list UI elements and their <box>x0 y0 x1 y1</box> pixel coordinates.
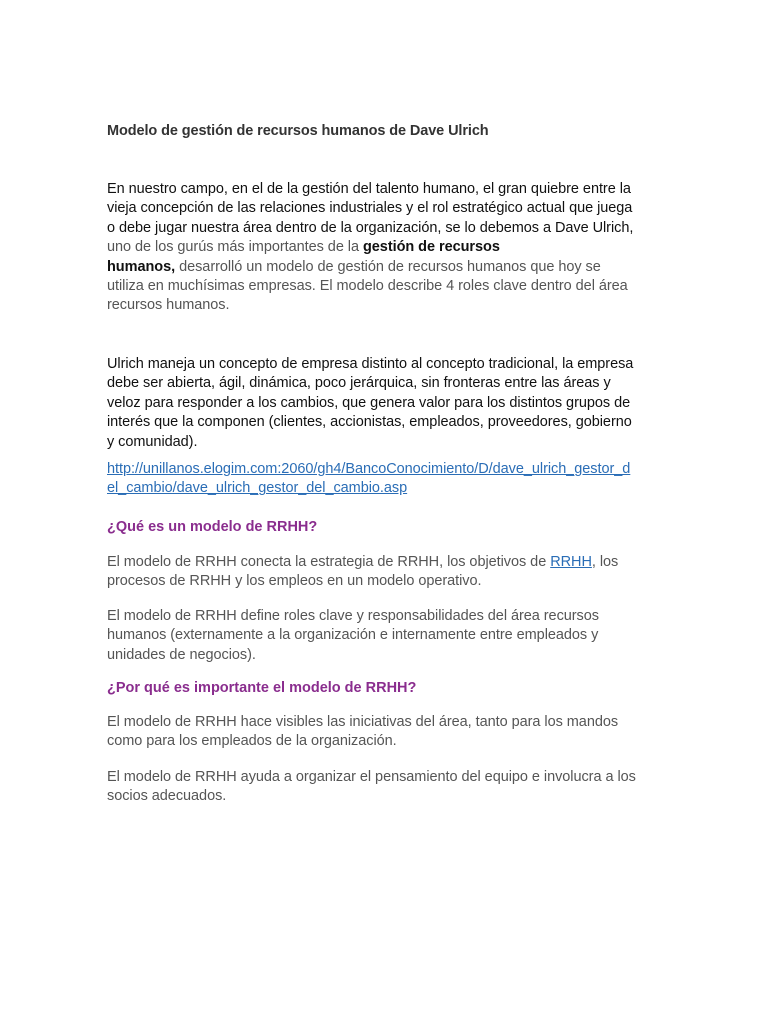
section1-p2-line-2: humanos (externamente a la organización e internamente entre empleados y <box>107 627 599 644</box>
concept-line-5: y comunidad). <box>107 433 198 450</box>
section-heading-what-is: ¿Qué es un modelo de RRHH? <box>107 519 318 535</box>
section-heading-why-important: ¿Por qué es importante el modelo de RRHH? <box>107 680 417 696</box>
section1-p1-line-2: procesos de RRHH y los empleos en un modelo operativo. <box>107 573 482 590</box>
concept-line-4: interés que la componen (clientes, accionistas, empleados, proveedores, gobierno <box>107 414 632 431</box>
concept-line-2: debe ser abierta, ágil, dinámica, poco jerárquica, sin fronteras entre las áreas y <box>107 375 611 392</box>
source-link-paragraph <box>107 460 667 499</box>
intro-line-4-start: uno de los gurús más importantes de la <box>107 239 363 256</box>
section1-p1-line-1-start: El modelo de RRHH conecta la estrategia de RRHH, los objetivos de <box>107 554 551 570</box>
rrhh-link[interactable]: RRHH <box>550 554 592 570</box>
section1-p2-line-3: unidades de negocios). <box>107 646 256 663</box>
source-link-line-1: http://unillanos.elogim.com:2060/gh4/BancoConocimiento/D/dave_ulrich_gestor_d <box>107 461 631 477</box>
source-link-line-2: el_cambio/dave_ulrich_gestor_del_cambio.asp <box>107 480 408 497</box>
intro-line-2: vieja concepción de las relaciones industriales y el rol estratégico actual que juega <box>107 200 633 217</box>
section1-paragraph-2 <box>107 607 667 665</box>
section1-p1-line-1-end: , los <box>591 554 619 570</box>
intro-paragraph <box>107 180 667 316</box>
intro-line-7: recursos humanos. <box>107 297 230 314</box>
section1-paragraph-1 <box>107 553 667 592</box>
section2-paragraph-1 <box>107 713 667 752</box>
section2-paragraph-2 <box>107 768 667 807</box>
section2-p1-line-2: como para los empleados de la organización. <box>107 733 397 750</box>
intro-line-1: En nuestro campo, en el de la gestión del talento humano, el gran quiebre entre la <box>107 181 631 197</box>
concept-paragraph <box>107 355 667 452</box>
document-title: Modelo de gestión de recursos humanos de Dave Ulrich <box>107 123 489 139</box>
intro-line-5-bold: humanos, <box>107 258 176 275</box>
intro-line-6: utiliza en muchísimas empresas. El modelo describe 4 roles clave dentro del área <box>107 278 628 295</box>
concept-line-3: veloz para responder a los cambios, que genera valor para los distintos grupos de <box>107 394 631 411</box>
section2-p1-line-1: El modelo de RRHH hace visibles las iniciativas del área, tanto para los mandos <box>107 714 619 730</box>
source-link[interactable] <box>107 461 630 496</box>
section2-p2-line-1: El modelo de RRHH ayuda a organizar el pensamiento del equipo e involucra a los <box>107 769 636 785</box>
section1-p2-line-1: El modelo de RRHH define roles clave y responsabilidades del área recursos <box>107 608 599 624</box>
concept-line-1: Ulrich maneja un concepto de empresa distinto al concepto tradicional, la empresa <box>107 356 634 372</box>
intro-line-4-bold: gestión de recursos <box>362 239 500 256</box>
intro-line-5-rest: desarrolló un modelo de gestión de recursos humanos que hoy se <box>175 258 601 275</box>
intro-line-3: o debe jugar nuestra área dentro de la organización, se lo debemos a Dave Ulrich, <box>107 219 634 236</box>
section2-p2-line-2: socios adecuados. <box>107 788 227 805</box>
